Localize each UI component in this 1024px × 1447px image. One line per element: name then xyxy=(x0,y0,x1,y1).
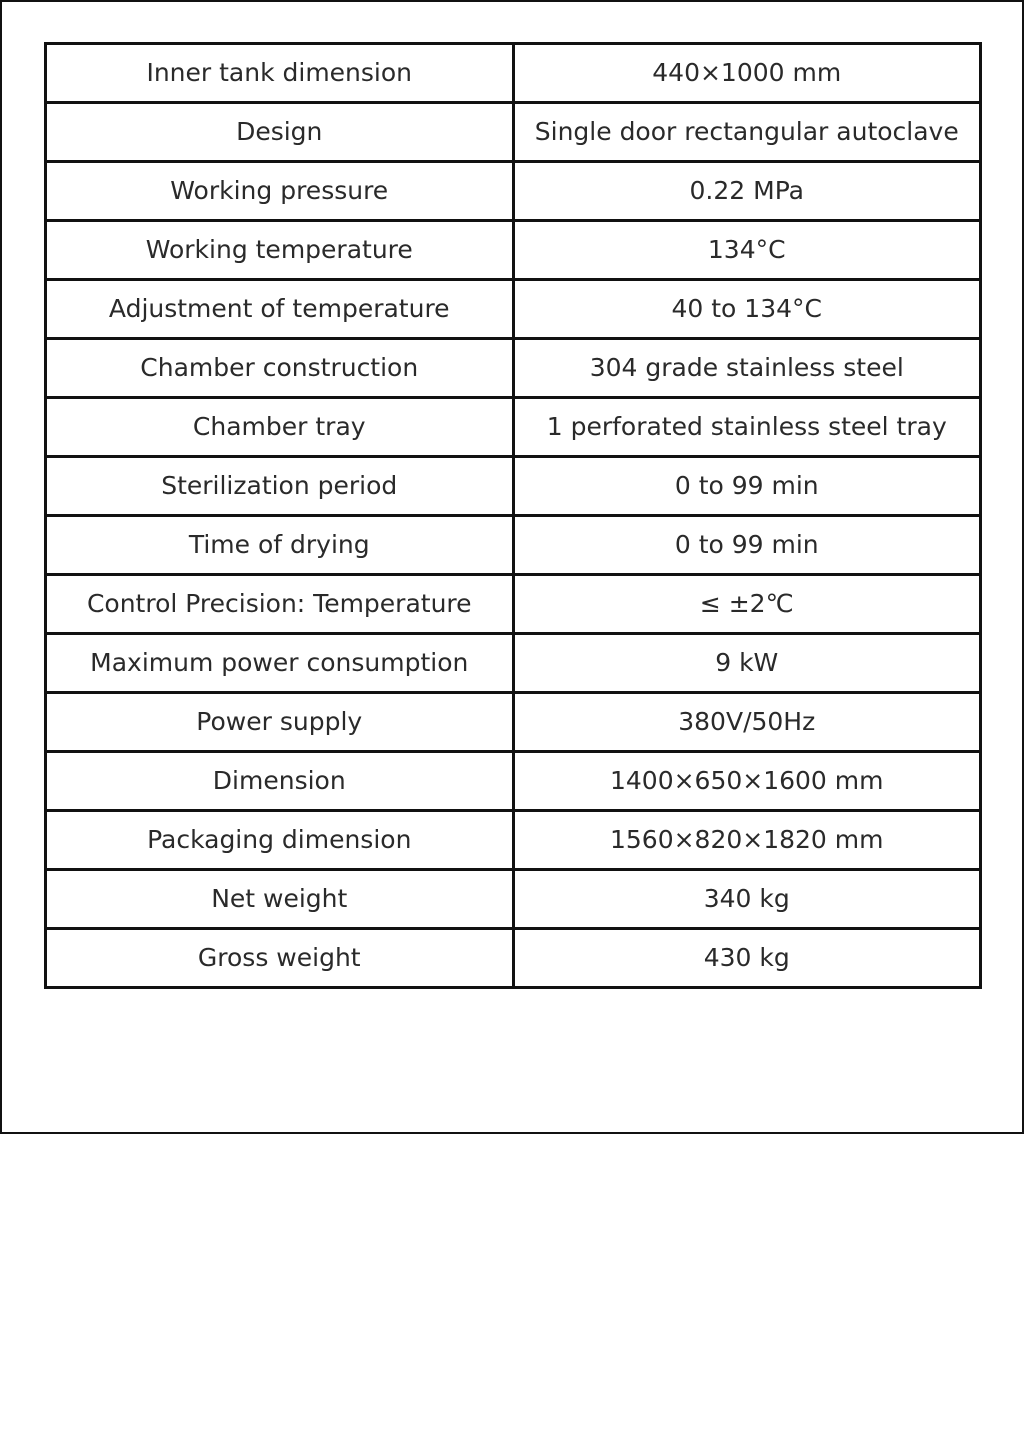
spec-label: Chamber tray xyxy=(46,398,514,457)
table-row xyxy=(46,870,981,929)
table-row xyxy=(46,752,981,811)
spec-value: 0.22 MPa xyxy=(513,162,981,221)
spec-label: Working pressure xyxy=(46,162,514,221)
spec-label: Maximum power consumption xyxy=(46,634,514,693)
table-row xyxy=(46,634,981,693)
spec-value: 40 to 134°C xyxy=(513,280,981,339)
spec-label: Design xyxy=(46,103,514,162)
spec-value: 1400×650×1600 mm xyxy=(513,752,981,811)
table-row xyxy=(46,280,981,339)
spec-label: Gross weight xyxy=(46,929,514,988)
spec-label: Control Precision: Temperature xyxy=(46,575,514,634)
spec-value: 304 grade stainless steel xyxy=(513,339,981,398)
spec-value: 430 kg xyxy=(513,929,981,988)
spec-value: 0 to 99 min xyxy=(513,516,981,575)
spec-value: 0 to 99 min xyxy=(513,457,981,516)
table-row xyxy=(46,44,981,103)
table-row xyxy=(46,339,981,398)
spec-label: Inner tank dimension xyxy=(46,44,514,103)
spec-label: Packaging dimension xyxy=(46,811,514,870)
spec-label: Sterilization period xyxy=(46,457,514,516)
spec-label: Time of drying xyxy=(46,516,514,575)
spec-value: ≤ ±2℃ xyxy=(513,575,981,634)
table-row xyxy=(46,516,981,575)
spec-value: 440×1000 mm xyxy=(513,44,981,103)
blank-page-area xyxy=(0,1134,1024,1447)
table-row xyxy=(46,457,981,516)
table-row xyxy=(46,103,981,162)
spec-value: 1560×820×1820 mm xyxy=(513,811,981,870)
spec-value: Single door rectangular autoclave xyxy=(513,103,981,162)
spec-label: Working temperature xyxy=(46,221,514,280)
table-row xyxy=(46,221,981,280)
spec-label: Net weight xyxy=(46,870,514,929)
table-row xyxy=(46,575,981,634)
table-row xyxy=(46,929,981,988)
table-row xyxy=(46,162,981,221)
spec-label: Adjustment of temperature xyxy=(46,280,514,339)
spec-label: Chamber construction xyxy=(46,339,514,398)
specifications-table xyxy=(44,42,982,989)
spec-value: 9 kW xyxy=(513,634,981,693)
spec-value: 134°C xyxy=(513,221,981,280)
table-row xyxy=(46,811,981,870)
table-row xyxy=(46,693,981,752)
spec-value: 1 perforated stainless steel tray xyxy=(513,398,981,457)
spec-value: 380V/50Hz xyxy=(513,693,981,752)
spec-label: Dimension xyxy=(46,752,514,811)
spec-value: 340 kg xyxy=(513,870,981,929)
table-row xyxy=(46,398,981,457)
spec-label: Power supply xyxy=(46,693,514,752)
